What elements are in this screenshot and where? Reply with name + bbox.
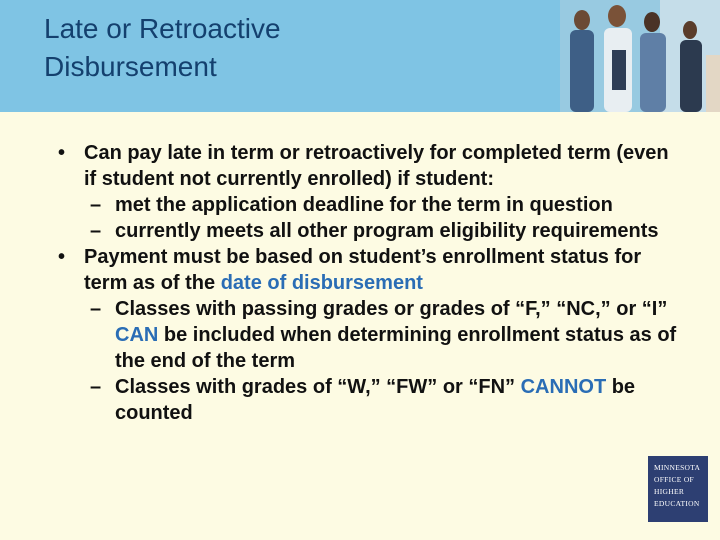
bullet-marker: • [58, 246, 66, 268]
bullet-item [58, 244, 678, 296]
bullet-text: Payment must be based on student’s enrollment status for term as of the [84, 246, 642, 294]
highlight-text: date of disbursement [220, 272, 423, 294]
minnesota-ohe-logo [648, 456, 708, 522]
logo-line: HIGHER [654, 487, 685, 496]
dash-marker: – [90, 220, 102, 242]
sub-bullet-text: currently meets all other program eligibility requirements [115, 220, 659, 242]
logo-line: EDUCATION [654, 499, 700, 508]
highlight-text: CAN [115, 324, 159, 346]
slide-body [58, 140, 678, 426]
sub-bullet-text: met the application deadline for the term in question [115, 194, 613, 216]
logo-line: OFFICE OF [654, 475, 695, 484]
header-band [0, 0, 720, 112]
sub-bullet-item [58, 218, 678, 244]
logo-line: MINNESOTA [654, 463, 701, 472]
dash-marker: – [90, 298, 102, 320]
sub-bullet-text: be included when determining enrollment status as of the end of the term [115, 324, 677, 372]
bullet-text: Can pay late in term or retroactively for completed term (even if student not currently enrolled) if student: [84, 142, 669, 190]
dash-marker: – [90, 194, 102, 216]
title-line-2: Disbursement [44, 51, 217, 82]
bullet-marker: • [58, 142, 66, 164]
title-line-1: Late or Retroactive [44, 13, 281, 44]
slide-title [44, 10, 281, 86]
sub-bullet-text: Classes with grades of “W,” “FW” or “FN” [115, 376, 521, 398]
bullet-item [58, 140, 678, 192]
sub-bullet-text: be counted [115, 376, 636, 424]
students-photo [520, 0, 720, 112]
dash-marker: – [90, 376, 102, 398]
sub-bullet-item [58, 296, 678, 374]
highlight-text: CANNOT [520, 376, 607, 398]
sub-bullet-text: Classes with passing grades or grades of “F,” “NC,” or “I” [115, 298, 668, 320]
sub-bullet-item [58, 192, 678, 218]
sub-bullet-item [58, 374, 678, 426]
